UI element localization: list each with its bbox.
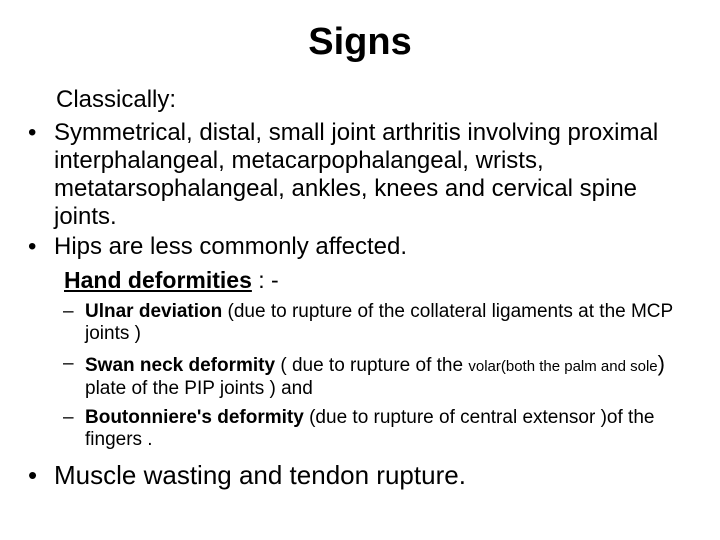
sub-item-ulnar-deviation <box>63 301 713 347</box>
sub-item-paren: ) <box>657 351 665 376</box>
sub-item-text <box>85 301 705 345</box>
bullet-marker: • <box>28 233 37 260</box>
intro-text: Classically: <box>56 86 177 113</box>
bullet-text: Muscle wasting and tendon rupture. <box>54 460 466 490</box>
bullet-marker: • <box>28 119 37 146</box>
sub-item-boutonniere <box>63 407 713 453</box>
dash-marker: – <box>63 301 74 322</box>
sub-item-text <box>85 353 705 400</box>
sub-item-term: Swan neck deformity <box>85 355 276 376</box>
sub-item-description: (due to rupture of central extensor )of the fingers . <box>85 407 655 450</box>
slide-title: Signs <box>308 21 412 63</box>
hand-deformities-label: Hand deformities <box>64 267 252 293</box>
bullet-item-symmetrical <box>28 119 708 235</box>
sub-item-term: Boutonniere's deformity <box>85 407 304 428</box>
sub-item-description: ( due to rupture of the <box>275 355 469 376</box>
sub-item-description-cont: plate of the PIP joints ) and <box>85 378 313 399</box>
hand-deformities-heading <box>64 266 279 294</box>
sub-item-description: (due to rupture of the collateral ligaments at the MCP joints ) <box>85 301 673 344</box>
hand-deformities-suffix: : - <box>251 267 279 293</box>
dash-marker: – <box>63 407 74 428</box>
bullet-marker: • <box>28 460 38 490</box>
sub-item-text <box>85 407 705 451</box>
bullet-item-muscle-wasting <box>28 460 708 490</box>
bullet-text: Hips are less commonly affected. <box>54 233 408 260</box>
sub-item-swan-neck <box>63 353 713 403</box>
sub-item-term: Ulnar deviation <box>85 301 223 322</box>
bullet-text: Symmetrical, distal, small joint arthritis involving proximal interphalangeal, metacarpophalangeal, wrists, metatarsophalangeal, ankles, knees and cervical spine joints. <box>54 119 659 230</box>
dash-marker: – <box>63 353 74 374</box>
sub-item-small-note: volar(both the palm and sole <box>468 358 658 375</box>
bullet-item-hips <box>28 233 708 263</box>
